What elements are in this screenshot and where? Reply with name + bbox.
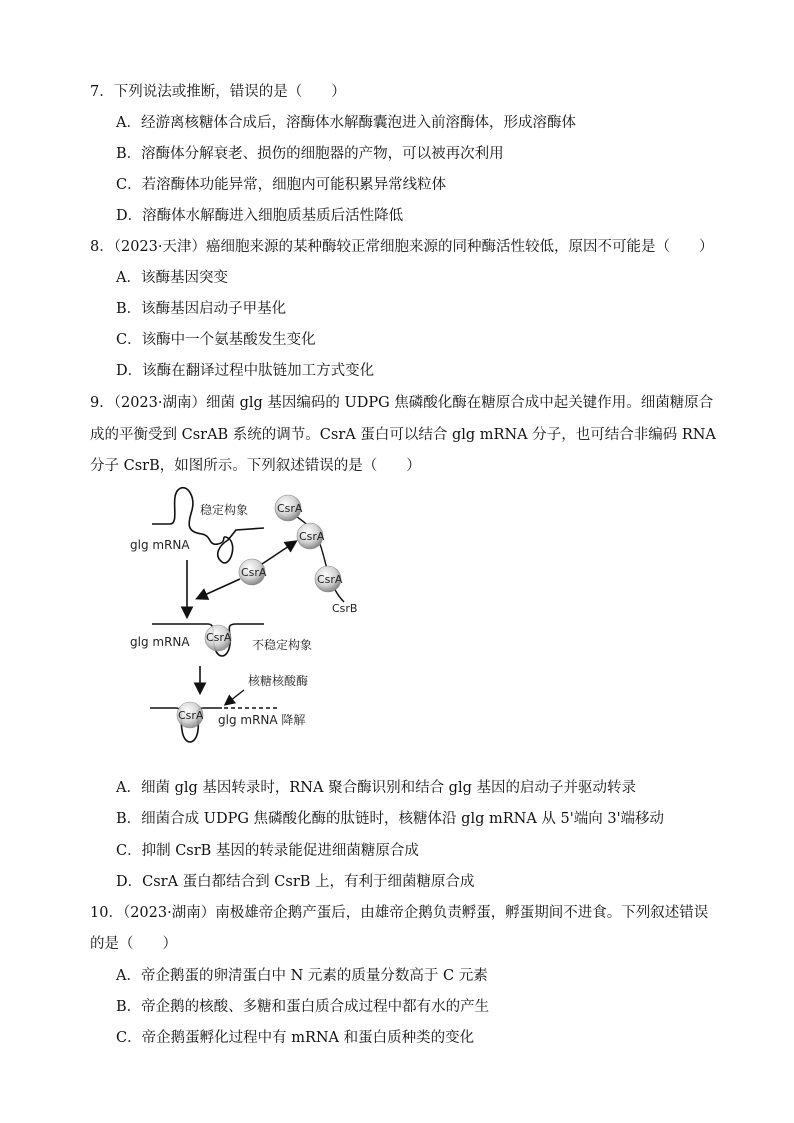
question-10-option-c: C．帝企鹅蛋孵化过程中有 mRNA 和蛋白质种类的变化 bbox=[116, 1030, 475, 1046]
question-7-option-b: B．溶酶体分解衰老、损伤的细胞器的产物，可以被再次利用 bbox=[116, 146, 504, 162]
degradation-label: glg mRNA 降解 bbox=[218, 713, 306, 727]
stable-conformation-label: 稳定构象 bbox=[200, 503, 249, 517]
question-9-stem-line-2: 成的平衡受到 CsrAB 系统的调节。CsrA 蛋白可以结合 glg mRNA 分子，也可结合非编码 RNA bbox=[90, 427, 716, 443]
glg-mrna-label-top: glg mRNA bbox=[130, 538, 190, 552]
csra-label-bound-2: CsrA bbox=[178, 709, 204, 722]
question-9-option-a: A．细菌 glg 基因转录时，RNA 聚合酶识别和结合 glg 基因的启动子并驱动转录 bbox=[116, 780, 636, 796]
csra-label-bound-1: CsrA bbox=[206, 631, 232, 644]
question-8-stem: 8．（2023·天津）癌细胞来源的某种酶较正常细胞来源的同种酶活性较低，原因不可能是（ ） bbox=[90, 239, 714, 255]
question-10-option-b: B．帝企鹅的核酸、多糖和蛋白质合成过程中都有水的产生 bbox=[116, 999, 490, 1015]
csra-label-2: CsrA bbox=[299, 530, 325, 543]
csra-label-free: CsrA bbox=[241, 566, 267, 579]
unstable-conformation-label: 不稳定构象 bbox=[252, 638, 313, 652]
question-7-option-c: C．若溶酶体功能异常，细胞内可能积累异常线粒体 bbox=[116, 177, 447, 193]
question-8-option-b: B．该酶基因启动子甲基化 bbox=[116, 301, 287, 317]
question-10-stem-line-1: 10．（2023·湖南）南极雄帝企鹅产蛋后，由雄帝企鹅负责孵蛋，孵蛋期间不进食。下列叙述错误 bbox=[90, 905, 709, 921]
csra-label-1: CsrA bbox=[277, 502, 303, 515]
csra-label-3: CsrA bbox=[317, 573, 343, 586]
ribonuclease-label: 核糖核酸酶 bbox=[248, 674, 309, 688]
question-8-option-a: A．该酶基因突变 bbox=[116, 270, 228, 286]
question-9-option-c: C．抑制 CsrB 基因的转录能促进细菌糖原合成 bbox=[116, 843, 419, 859]
csrab-regulation-diagram bbox=[112, 484, 442, 754]
arrow-to-csrb bbox=[262, 542, 295, 564]
question-9-option-d: D．CsrA 蛋白都结合到 CsrB 上，有利于细菌糖原合成 bbox=[116, 874, 475, 890]
question-7-stem: 7．下列说法或推断，错误的是（ ） bbox=[90, 84, 346, 100]
arrow-to-mrna bbox=[198, 579, 240, 598]
question-9-option-b: B．细菌合成 UDPG 焦磷酸化酶的肽链时，核糖体沿 glg mRNA 从 5'端向 3'端移动 bbox=[116, 811, 665, 827]
glg-mrna-label-middle: glg mRNA bbox=[130, 635, 190, 649]
question-9-stem-line-1: 9．（2023·湖南）细菌 glg 基因编码的 UDPG 焦磷酸化酶在糖原合成中起关键作用。细菌糖原合 bbox=[90, 395, 714, 411]
arrow-ribonuclease bbox=[226, 690, 244, 704]
question-10-option-a: A．帝企鹅蛋的卵清蛋白中 N 元素的质量分数高于 C 元素 bbox=[116, 968, 488, 984]
question-7-option-d: D．溶酶体水解酶进入细胞质基质后活性降低 bbox=[116, 208, 404, 224]
question-8-option-d: D．该酶在翻译过程中肽链加工方式变化 bbox=[116, 363, 375, 379]
csrb-label: CsrB bbox=[332, 602, 358, 615]
question-10-stem-line-2: 的是（ ） bbox=[90, 936, 177, 952]
question-9-stem-line-3: 分子 CsrB，如图所示。下列叙述错误的是（ ） bbox=[90, 458, 421, 474]
question-8-option-c: C．该酶中一个氨基酸发生变化 bbox=[116, 332, 316, 348]
question-7-option-a: A．经游离核糖体合成后，溶酶体水解酶囊泡进入前溶酶体，形成溶酶体 bbox=[116, 115, 576, 131]
